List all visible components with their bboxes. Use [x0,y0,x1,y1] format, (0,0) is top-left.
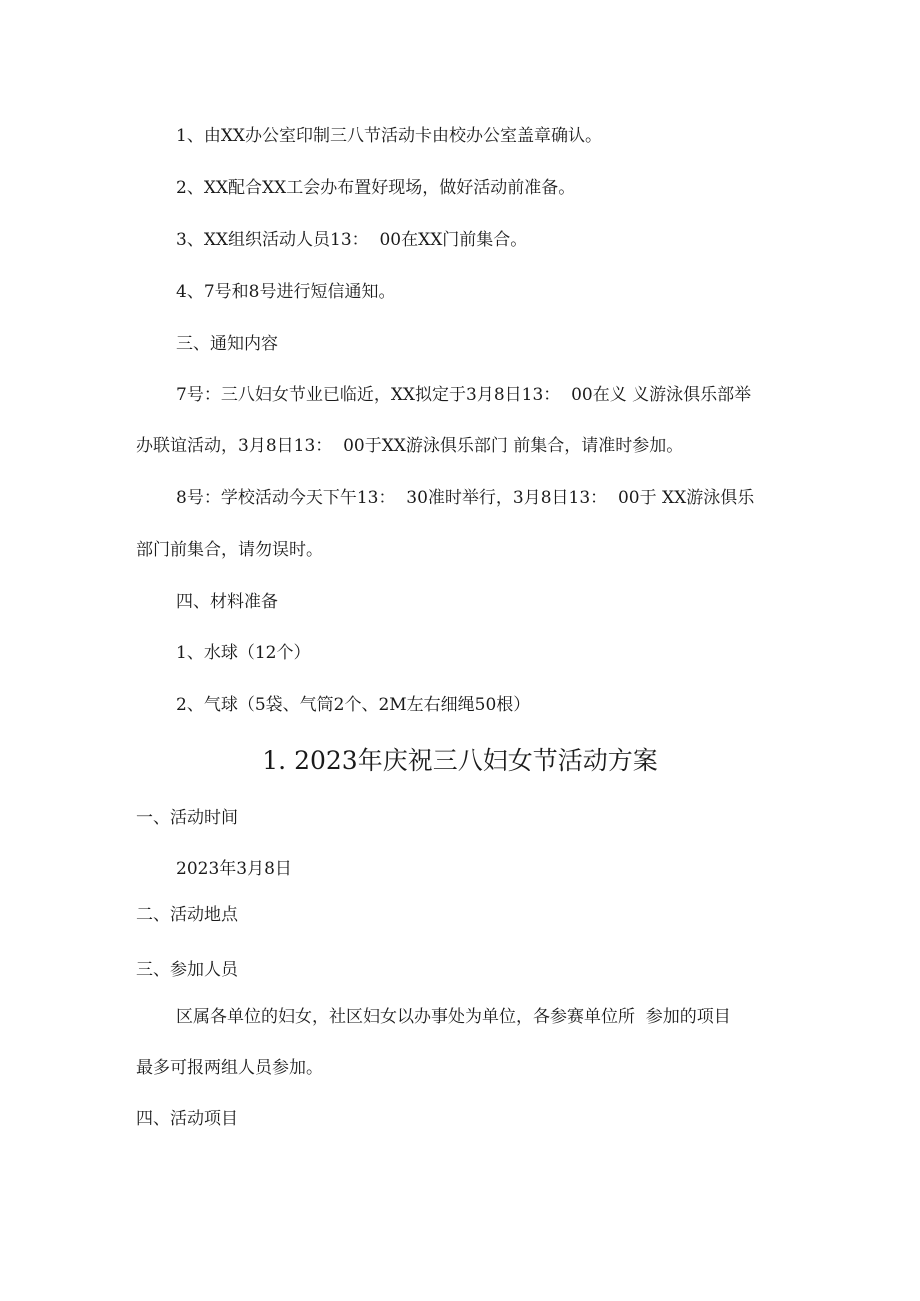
material-item-1: 1、水球（12个） [176,643,311,663]
plan-heading-location: 二、活动地点 [136,905,238,925]
step-item-2: 2、XX配合XX工会办布置好现场，做好活动前准备。 [176,178,576,198]
section-heading-notice: 三、通知内容 [176,334,278,354]
notice-7-line-2: 办联谊活动，3月8日13： 00于XX游泳俱乐部门 前集合，请准时参加。 [136,436,684,456]
step-item-3: 3、XX组织活动人员13： 00在XX门前集合。 [176,230,528,250]
notice-7-line-1: 7号：三八妇女节业已临近，XX拟定于3月8日13： 00在义 义游泳俱乐部举 [176,385,752,405]
plan-title: 1. 2023年庆祝三八妇女节活动方案 [262,746,658,775]
step-item-1: 1、由XX办公室印制三八节活动卡由校办公室盖章确认。 [176,126,603,146]
plan-heading-time: 一、活动时间 [136,808,238,828]
plan-heading-activities: 四、活动项目 [136,1109,238,1129]
notice-8-line-2: 部门前集合，请勿误时。 [136,540,323,560]
plan-heading-participants: 三、参加人员 [136,960,238,980]
plan-participants-line-2: 最多可报两组人员参加。 [136,1058,323,1078]
step-item-4: 4、7号和8号进行短信通知。 [176,282,396,302]
plan-participants-line-1: 区属各单位的妇女，社区妇女以办事处为单位，各参赛单位所 参加的项目 [176,1007,731,1027]
material-item-2: 2、气球（5袋、气筒2个、2M左右细绳50根） [176,695,531,715]
plan-time-value: 2023年3月8日 [176,859,292,879]
notice-8-line-1: 8号：学校活动今天下午13： 30准时举行，3月8日13： 00于 XX游泳俱乐 [176,488,755,508]
section-heading-materials: 四、材料准备 [176,592,278,612]
